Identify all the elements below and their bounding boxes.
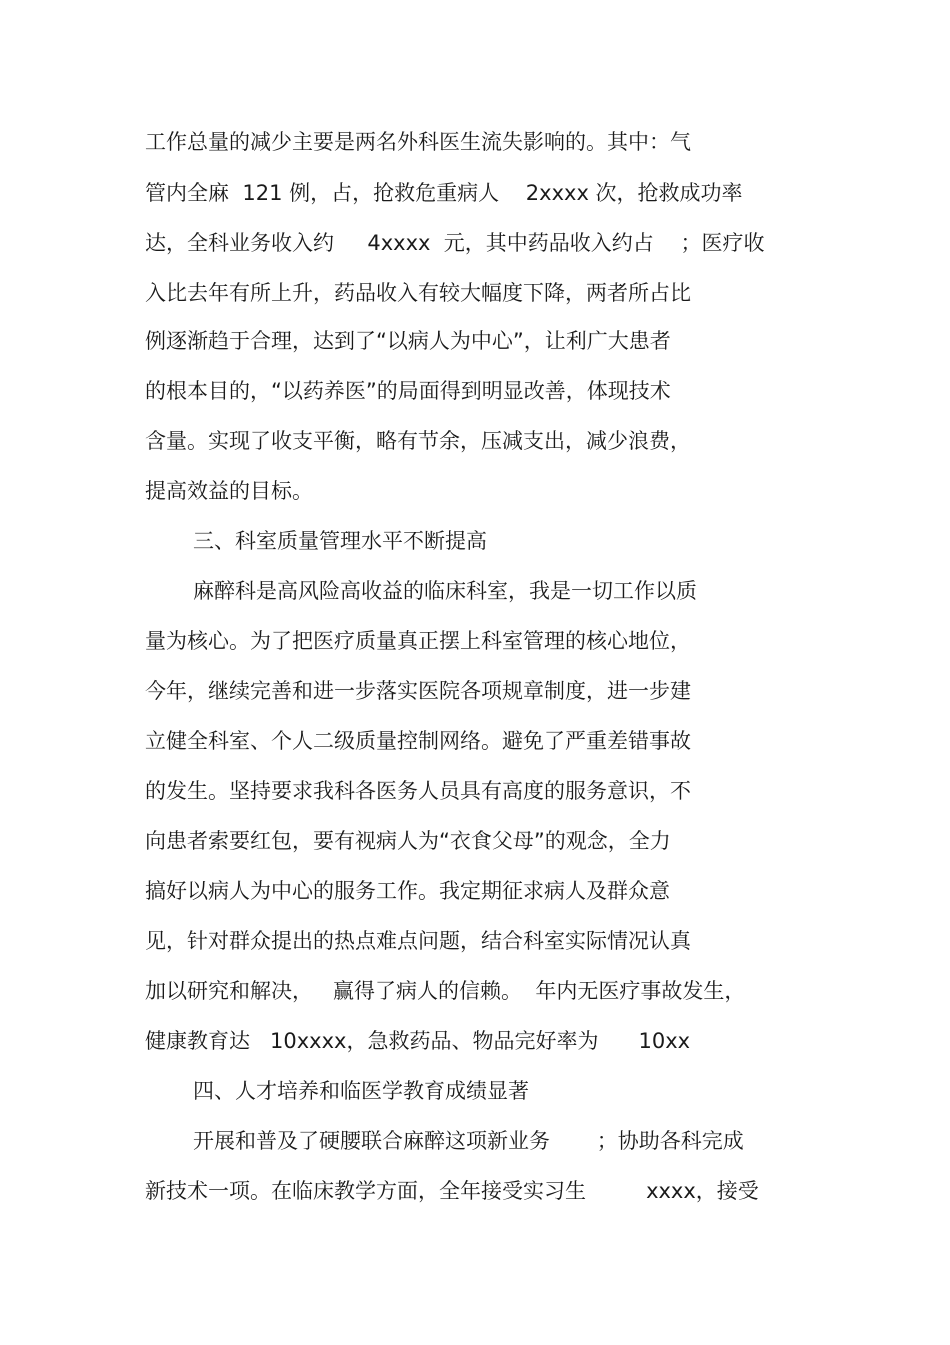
body-text-line: 新技术一项。在临床教学方面，全年接受实习生 xxxx，接受 xyxy=(145,1179,759,1203)
body-text-line: 管内全麻 121 例，占，抢救危重病人 2xxxx 次，抢救成功率 xyxy=(145,181,743,205)
body-text-line: 健康教育达 10xxxx，急救药品、物品完好率为 10xx xyxy=(145,1029,691,1053)
body-text-line: 工作总量的减少主要是两名外科医生流失影响的。其中：气 xyxy=(145,130,691,154)
body-text-line: 加以研究和解决， 赢得了病人的信赖。 年内无医疗事故发生， xyxy=(145,979,746,1003)
body-text-line: 入比去年有所上升，药品收入有较大幅度下降，两者所占比 xyxy=(145,281,691,305)
section-heading: 四、人才培养和临医学教育成绩显著 xyxy=(193,1079,529,1103)
body-text-line: 今年，继续完善和进一步落实医院各项规章制度，进一步建 xyxy=(145,679,691,703)
body-text-line: 立健全科室、个人二级质量控制网络。避免了严重差错事故 xyxy=(145,729,691,753)
body-text-line: 量为核心。为了把医疗质量真正摆上科室管理的核心地位， xyxy=(145,629,691,653)
paragraph-first-line: 麻醉科是高风险高收益的临床科室，我是一切工作以质 xyxy=(193,579,697,603)
body-text-line: 含量。实现了收支平衡，略有节余，压减支出，减少浪费， xyxy=(145,429,691,453)
body-text-line: 提高效益的目标。 xyxy=(145,479,313,503)
body-text-line: 例逐渐趋于合理，达到了“以病人为中心”，让利广大患者 xyxy=(145,329,671,353)
body-text-line: 的根本目的，“以药养医”的局面得到明显改善，体现技术 xyxy=(145,379,671,403)
section-heading: 三、科室质量管理水平不断提高 xyxy=(193,529,487,553)
body-text-line: 见，针对群众提出的热点难点问题，结合科室实际情况认真 xyxy=(145,929,691,953)
paragraph-first-line: 开展和普及了硬腰联合麻醉这项新业务 ；协助各科完成 xyxy=(193,1129,744,1153)
body-text-line: 的发生。坚持要求我科各医务人员具有高度的服务意识，不 xyxy=(145,779,691,803)
body-text-line: 搞好以病人为中心的服务工作。我定期征求病人及群众意 xyxy=(145,879,670,903)
body-text-line: 向患者索要红包，要有视病人为“衣食父母”的观念，全力 xyxy=(145,829,671,853)
body-text-line: 达，全科业务收入约 4xxxx 元，其中药品收入约占 ；医疗收 xyxy=(145,231,765,255)
